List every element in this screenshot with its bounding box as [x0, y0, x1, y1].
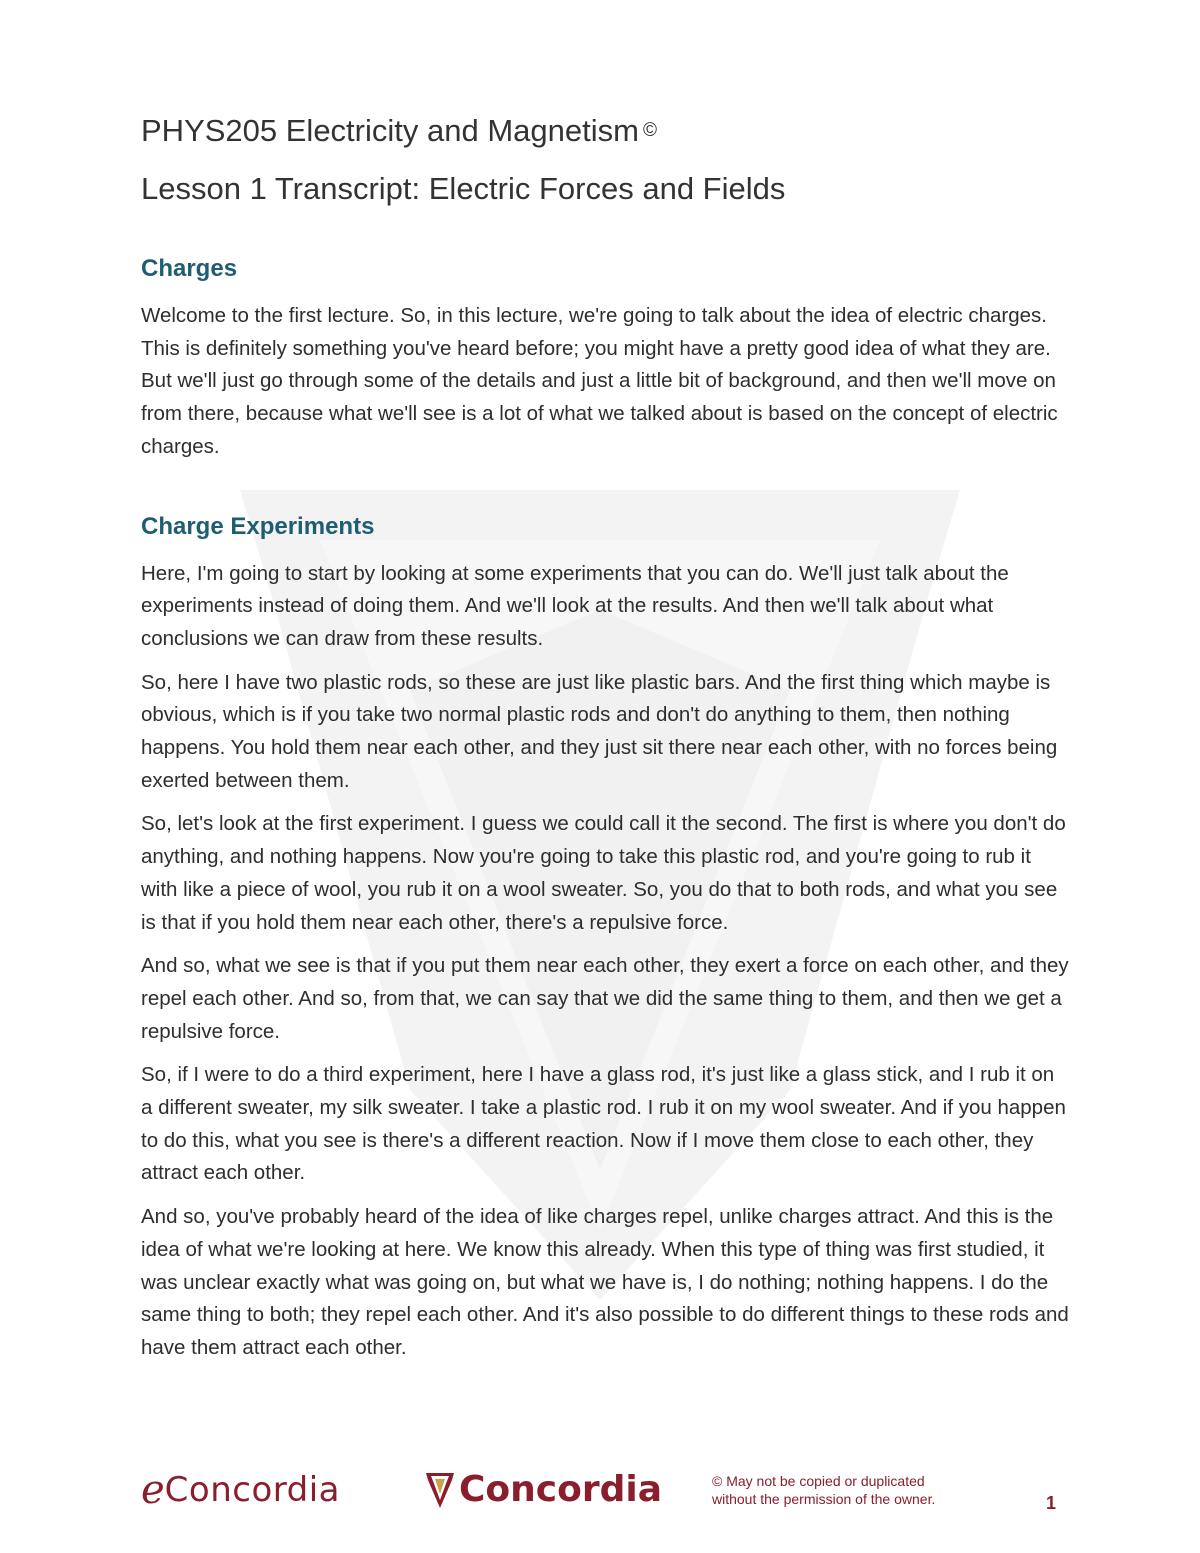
paragraph: So, let's look at the first experiment. I guess we could call it the second. The first is where you don't do anything, and nothing happens. Now you're going to take this plastic rod, and you're going to rub it with like a piece of wool, you rub it on a wool sweater. So, you do that to both rods, and what you see is that if you hold them near each other, there's a repulsive force. — [141, 812, 1066, 934]
copyright-notice-line: without the permission of the owner. — [712, 1491, 936, 1507]
copyright-notice-line: © May not be copied or duplicated — [712, 1473, 925, 1489]
section-charges — [141, 252, 1071, 464]
econcordia-logo-mark: e — [141, 1467, 165, 1513]
paragraph: And so, you've probably heard of the idea of like charges repel, unlike charges attract. And this is the idea of what we're looking at here. We know this already. When this type of thing was first studied, it was unclear exactly what was going on, but what we have is, I do nothing; nothing happens. I do the same thing to both; they repel each other. And it's also possible to do different things to these rods and have them attract each other. — [141, 1205, 1069, 1359]
concordia-logo-word: Concordia — [459, 1469, 663, 1510]
document-subtitle: Lesson 1 Transcript: Electric Forces and Fields — [141, 171, 786, 206]
copyright-mark: © — [642, 120, 657, 141]
concordia-shield-icon — [425, 1470, 455, 1510]
section-heading: Charges — [141, 255, 238, 282]
copyright-notice — [712, 1472, 935, 1508]
econcordia-logo-word: Concordia — [164, 1470, 341, 1510]
section-charge-experiments — [141, 510, 1071, 1365]
section-heading: Charge Experiments — [141, 512, 375, 540]
document-title-text: PHYS205 Electricity and Magnetism — [141, 113, 639, 148]
paragraph: So, here I have two plastic rods, so these are just like plastic bars. And the first thing which maybe is obvious, which is if you take two normal plastic rods and don't do anything to them, then nothing happens. You hold them near each other, and they just sit there near each other, with no forces being exerted between them. — [141, 670, 1058, 792]
page-number: 1 — [1046, 1493, 1057, 1513]
paragraph: And so, what we see is that if you put them near each other, they exert a force on each other, and they repel each other. And so, from that, we can say that we did the same thing to them, and then we get a repulsive force. — [141, 954, 1069, 1043]
page-footer — [0, 1460, 1200, 1520]
econcordia-logo — [141, 1468, 340, 1512]
paragraph: Here, I'm going to start by looking at some experiments that you can do. We'll just talk about the experiments instead of doing them. And we'll look at the results. And then we'll talk about what conclusions we can draw from these results. — [141, 561, 1009, 650]
paragraph: Welcome to the first lecture. So, in this lecture, we're going to talk about the idea of electric charges. This is definitely something you've heard before; you might have a pretty good idea of what they are. But we'll just go through some of the details and just a little bit of background, and then we'll move on from there, because what we'll see is a lot of what we talked about is based on the concept of electric charges. — [141, 304, 1058, 458]
document-body — [141, 108, 1071, 1365]
document-title — [141, 108, 1071, 154]
concordia-logo — [425, 1468, 662, 1512]
paragraph: So, if I were to do a third experiment, here I have a glass rod, it's just like a glass stick, and I rub it on a different sweater, my silk sweater. I take a plastic rod. I rub it on my wool sweater. And if you happen to do this, what you see is there's a different reaction. Now if I move them close to each other, they attract each other. — [141, 1063, 1066, 1185]
